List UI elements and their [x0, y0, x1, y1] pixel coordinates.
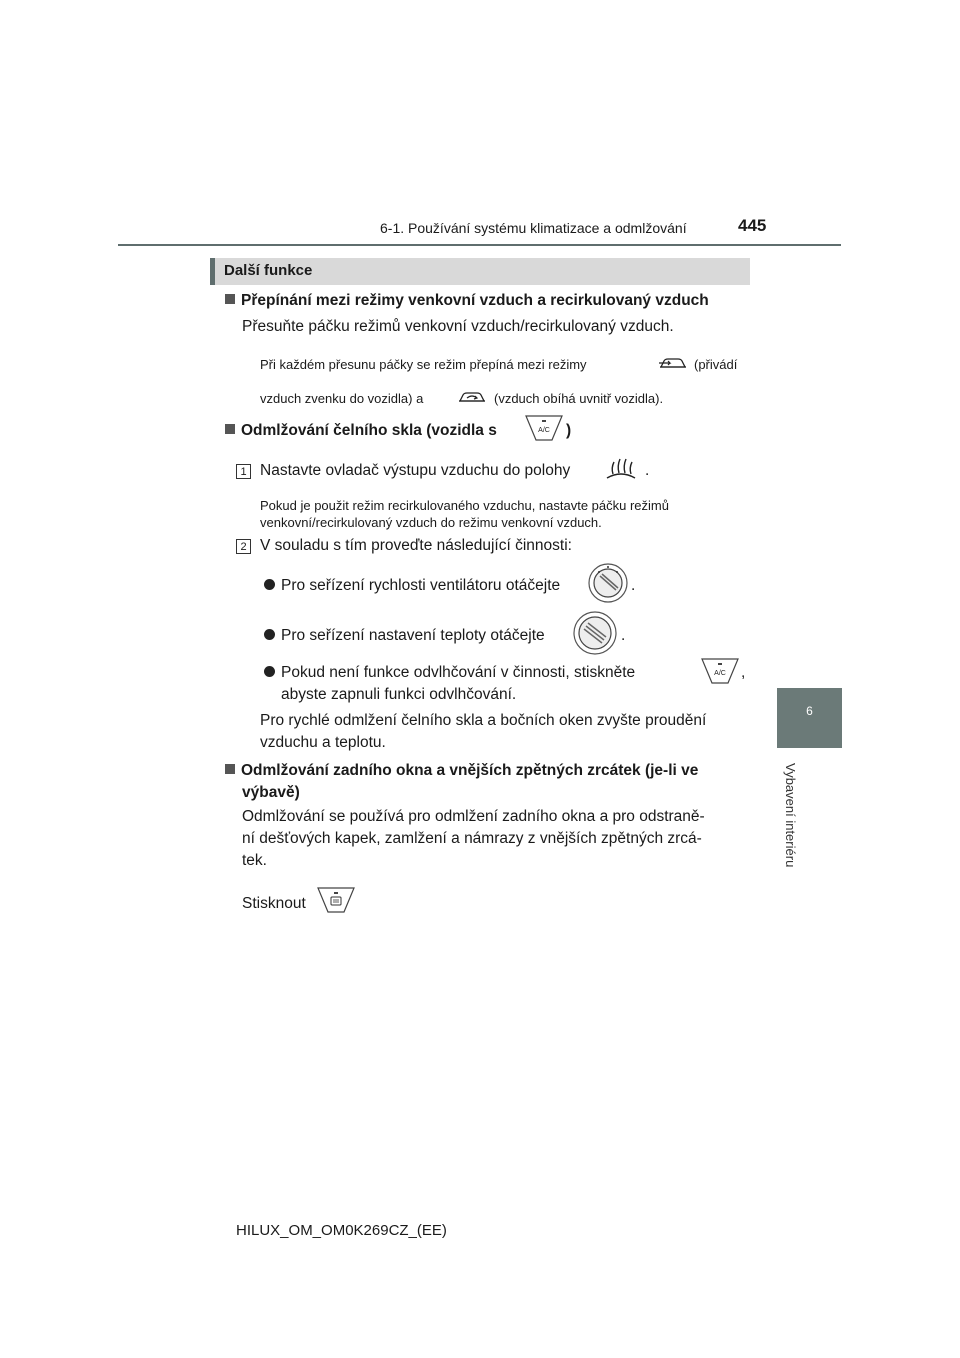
svg-text:A/C: A/C: [538, 427, 550, 434]
windshield-heading-close: ): [566, 422, 572, 439]
recirculated-air-mode-icon: [457, 388, 487, 406]
bullet-temperature-end: .: [621, 627, 626, 644]
rear-body-line3: tek.: [242, 852, 267, 869]
recirc-note-line2: vzduch zvenku do vozidla) a: [260, 391, 424, 406]
bullet-dehumidify-line2: abyste zapnuli funkci odvlhčování.: [281, 686, 517, 703]
tip-line2: vzduchu a teplotu.: [260, 734, 386, 751]
square-bullet-icon: [225, 424, 235, 434]
ac-button-icon: [524, 414, 564, 442]
bullet-dot-icon: [264, 629, 275, 640]
section-title-box: [210, 258, 750, 285]
recirc-body: Přesuňte páčku režimů venkovní vzduch/recirkulovaný vzduch.: [242, 318, 674, 335]
section-title-bar: [210, 258, 215, 285]
bullet-dot-icon: [264, 579, 275, 590]
recirc-note-line1: Při každém přesunu páčky se režim přepíná mezi režimy: [260, 357, 587, 372]
step1-text: Nastavte ovladač výstupu vzduchu do polohy: [260, 462, 571, 479]
bullet-dot-icon: [264, 666, 275, 677]
chapter-tab-label: Vybavení interiéru: [783, 763, 798, 868]
bullet-fan-speed: Pro seřízení rychlosti ventilátoru otáčejte: [264, 577, 560, 595]
windshield-heading: Odmlžování čelního skla (vozidla s: [225, 422, 497, 440]
ac-button-icon-2: [700, 657, 740, 685]
chapter-tab[interactable]: [777, 688, 842, 748]
recirc-heading: Přepínání mezi režimy venkovní vzduch a recirkulovaný vzduch: [225, 292, 709, 310]
recirc-note-line1b: (přivádí: [694, 357, 738, 372]
press-label: Stisknout: [242, 895, 306, 912]
step1-note-line2: venkovní/recirkulovaný vzduch do režimu venkovní vzduch.: [260, 515, 602, 530]
outside-air-mode-icon: [658, 354, 688, 372]
header-rule: [118, 244, 841, 246]
square-bullet-icon: [225, 294, 235, 304]
square-bullet-icon: [225, 764, 235, 774]
rear-body-line1: Odmlžování se používá pro odmlžení zadního okna a pro odstraně-: [242, 808, 705, 825]
rear-heading-line1: Odmlžování zadního okna a vnějších zpětných zrcátek (je-li ve: [225, 762, 698, 780]
step1-text-end: .: [645, 462, 650, 479]
svg-text:A/C: A/C: [714, 670, 726, 677]
temperature-dial-icon: [572, 610, 618, 656]
step-number-2: 2: [236, 539, 251, 554]
chapter-title: 6-1. Používání systému klimatizace a odmlžování: [380, 220, 687, 236]
step-number-1: 1: [236, 464, 251, 479]
rear-defogger-button-icon: [316, 886, 356, 914]
recirc-note-line2b: (vzduch obíhá uvnitř vozidla).: [494, 391, 664, 406]
rear-body-line2: ní dešťových kapek, zamlžení a námrazy z vnějších zpětných zrcá-: [242, 830, 702, 847]
windshield-defrost-icon: [604, 456, 638, 484]
step2-text: V souladu s tím proveďte následující činnosti:: [260, 537, 572, 554]
bullet-dehumidify: Pokud není funkce odvlhčování v činnosti, stiskněte: [264, 664, 635, 682]
fan-speed-dial-icon: [587, 562, 629, 604]
tip-line1: Pro rychlé odmlžení čelního skla a bočních oken zvyšte proudění: [260, 712, 707, 729]
document-code: HILUX_OM_OM0K269CZ_(EE): [236, 1222, 447, 1239]
page-number: 445: [738, 216, 767, 235]
chapter-tab-number: 6: [806, 704, 813, 718]
rear-heading-line2: výbavě): [242, 784, 300, 801]
bullet-temperature: Pro seřízení nastavení teploty otáčejte: [264, 627, 545, 645]
bullet-dehumidify-comma: ,: [741, 664, 746, 681]
bullet-fan-speed-end: .: [631, 577, 636, 594]
step1-note-line1: Pokud je použit režim recirkulovaného vzduchu, nastavte páčku režimů: [260, 498, 669, 513]
section-title: Další funkce: [224, 262, 313, 279]
